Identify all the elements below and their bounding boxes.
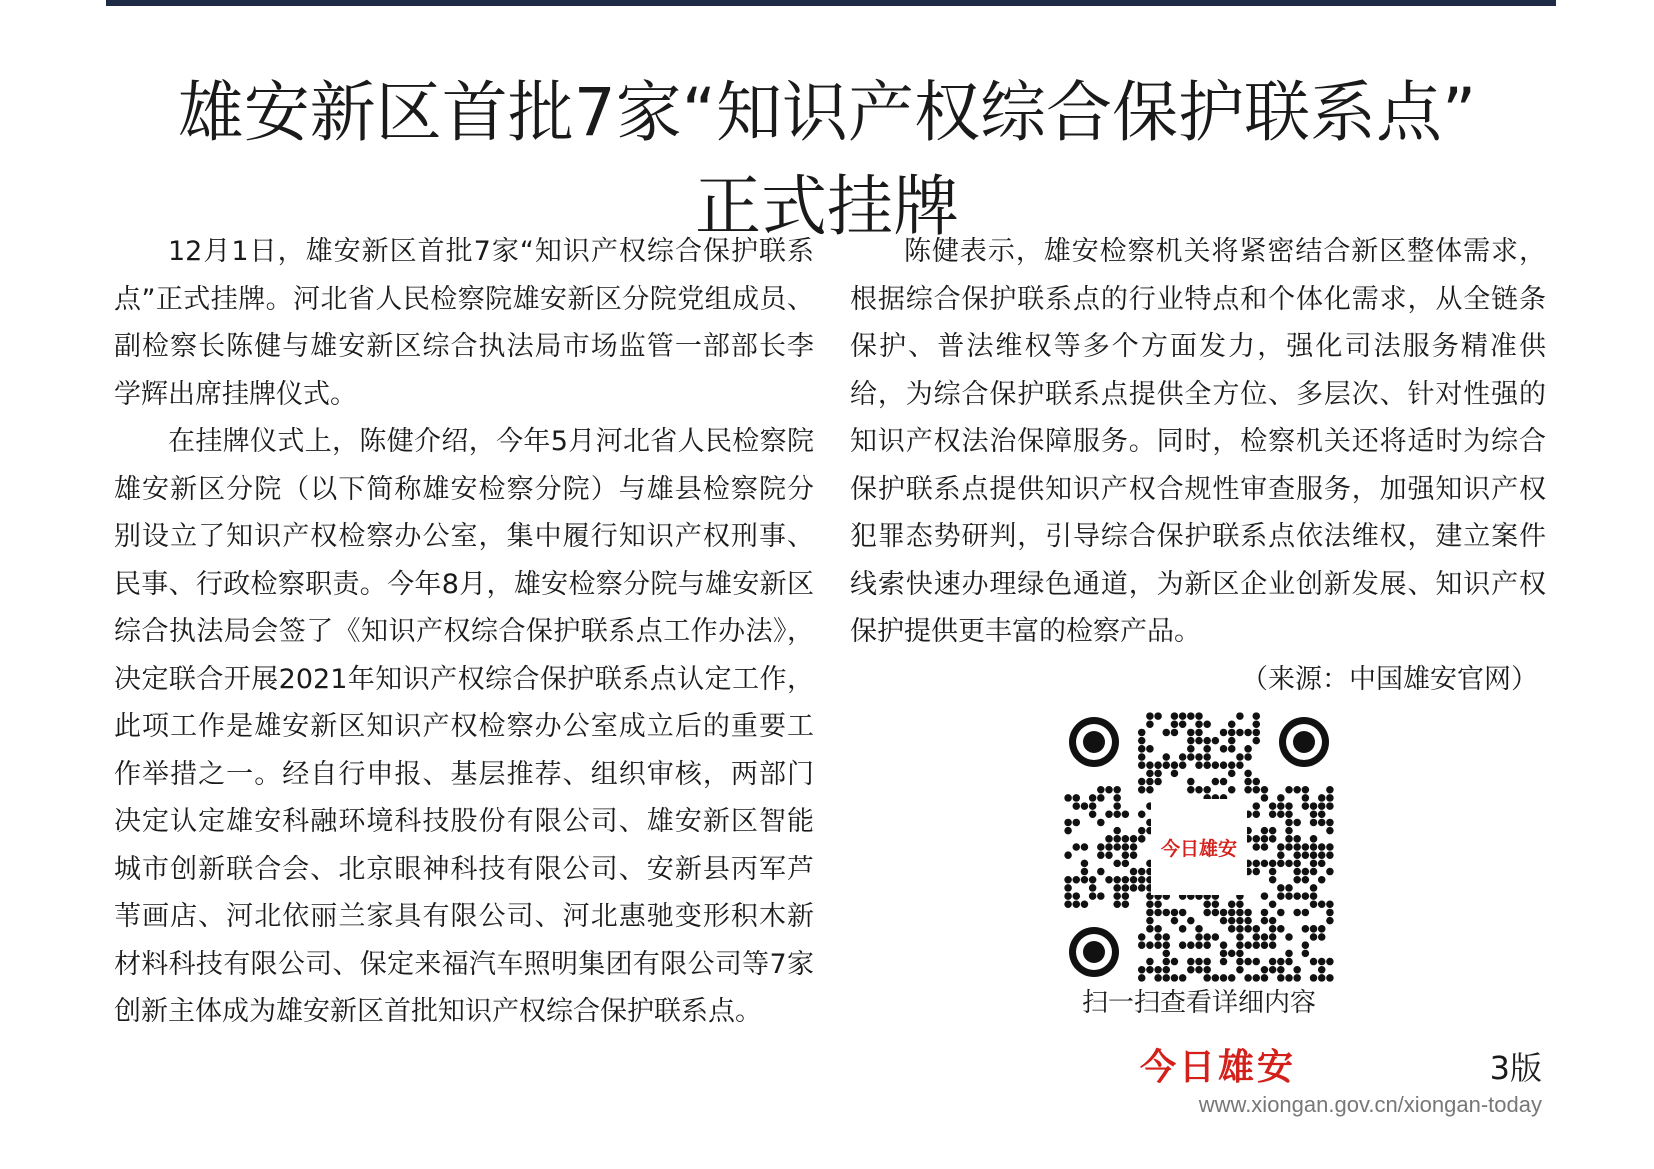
qr-code[interactable] [1064, 712, 1334, 982]
top-rule [106, 0, 1556, 6]
article-paragraph: 12月1日，雄安新区首批7家“知识产权综合保护联系点”正式挂牌。河北省人民检察院雄安新区分院党组成员、副检察长陈健与雄安新区综合执法局市场监管一部部长李学辉出席挂牌仪式。 [114, 236, 814, 410]
qr-finder-bottom-left [1069, 927, 1119, 977]
article-right-column [850, 228, 1546, 656]
article-left-column [114, 228, 814, 1036]
footer-brand-logo: 今日雄安 [1140, 1046, 1297, 1088]
headline-line-2: 正式挂牌 [695, 168, 959, 246]
qr-caption: 扫一扫查看详细内容 [1081, 988, 1316, 1018]
article-source: （来源：中国雄安官网） [1241, 664, 1538, 695]
article-paragraph: 陈健表示，雄安检察机关将紧密结合新区整体需求，根据综合保护联系点的行业特点和个体化需求，从全链条保护、普法维权等多个方面发力，强化司法服务精准供给，为综合保护联系点提供全方位、多层次、针对性强的知识产权法治保障服务。同时，检察机关还将适时为综合保护联系点提供知识产权合规性审查服务，加强知识产权犯罪态势研判，引导综合保护联系点依法维权，建立案件线索快速办理绿色通道，为新区企业创新发展、知识产权保护提供更丰富的检察产品。 [850, 236, 1546, 647]
headline [0, 66, 1654, 254]
qr-finder-top-left [1069, 717, 1119, 767]
qr-finder-top-right [1279, 717, 1329, 767]
headline-line-1: 雄安新区首批7家“知识产权综合保护联系点” [177, 74, 1477, 152]
page-number: 3版 [1489, 1049, 1542, 1087]
article-paragraph: 在挂牌仪式上，陈健介绍，今年5月河北省人民检察院雄安新区分院（以下简称雄安检察分院）与雄县检察院分别设立了知识产权检察办公室，集中履行知识产权刑事、民事、行政检察职责。今年8月，雄安检察分院与雄安新区综合执法局会签了《知识产权综合保护联系点工作办法》，决定联合开展2021年知识产权综合保护联系点认定工作，此项工作是雄安新区知识产权检察办公室成立后的重要工作举措之一。经自行申报、基层推荐、组织审核，两部门决定认定雄安科融环境科技股份有限公司、雄安新区智能城市创新联合会、北京眼神科技有限公司、安新县丙军芦苇画店、河北依丽兰家具有限公司、河北惠驰变形积木新材料科技有限公司、保定来福汽车照明集团有限公司等7家创新主体成为雄安新区首批知识产权综合保护联系点。 [114, 426, 814, 1027]
footer-url[interactable]: www.xiongan.gov.cn/xiongan-today [1198, 1092, 1542, 1117]
qr-center-logo: 今日雄安 [1151, 799, 1247, 895]
